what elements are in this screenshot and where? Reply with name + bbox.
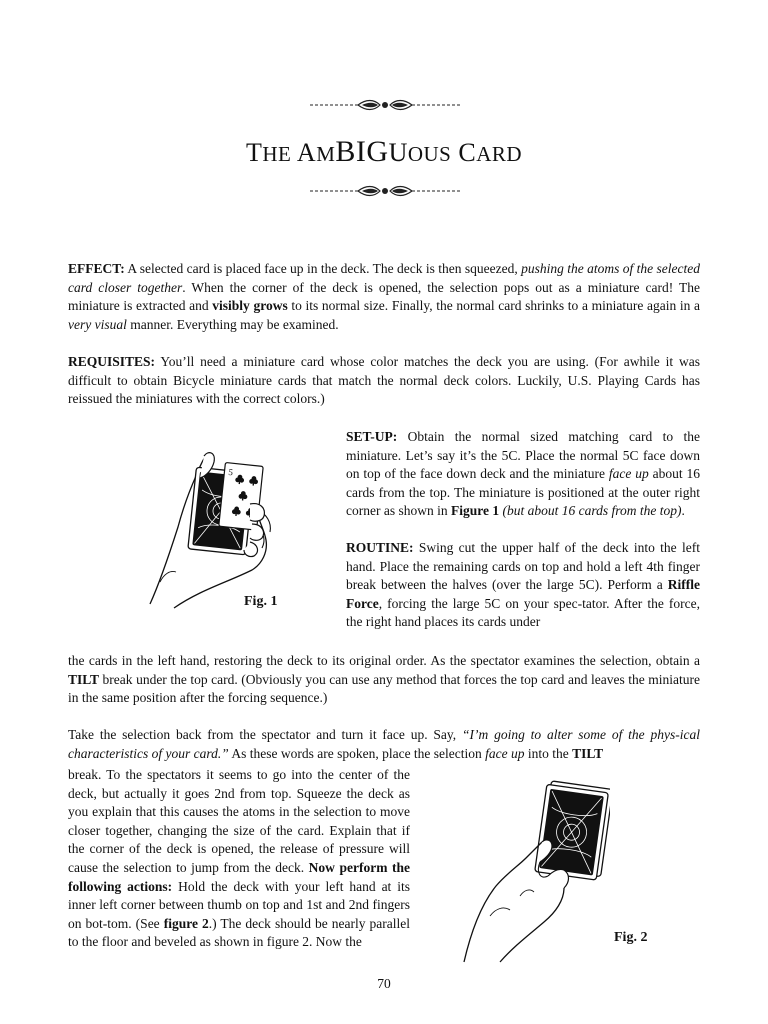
figure-2-label: Fig. 2 <box>614 930 648 945</box>
routine-label: ROUTINE: <box>346 539 414 555</box>
setup-paragraph: SET-UP: Obtain the normal sized matching card to the miniature. Let’s say it’s the 5C. Place the normal 5C face down on top of the face down deck and the miniature face up about 16 cards from the top. The miniature is positioned at the outer right corner as shown in Figure 1 (but about 16 cards from the top). <box>346 429 700 519</box>
figure-1-label: Fig. 1 <box>244 594 278 609</box>
card-rank: 5 <box>227 466 234 478</box>
routine-paragraph-continued: the cards in the left hand, restoring the deck to its original order. As the spectator examines the selection, obtain a TILT break under the top card. (Obviously you can use any method that forces the top card and leaves the miniature in the same position after the forcing sequence.) <box>68 653 700 706</box>
page-title: THE AMBIGUOUS CARD <box>245 135 523 168</box>
setup-label: SET-UP: <box>346 429 398 444</box>
take-selection-paragraph: Take the selection back from the spectator and turn it face up. Say, “I’m going to alter some of the phys-ical characteristics of your card.” As these words are spoken, place the selection face up into the TILT <box>68 727 700 761</box>
requisites-paragraph: REQUISITES: You’ll need a miniature card whose color matches the deck you are using. (For awhile it was difficult to obtain Bicycle miniature cards that match the normal deck colors. Luckily, U.S. Playing Cards has reissued the miniatures with the correct colors.) <box>68 354 700 407</box>
requisites-label: REQUISITES: <box>68 354 156 369</box>
effect-paragraph: EFFECT: A selected card is placed face up in the deck. The deck is then squeezed, pushing the atoms of the selected card closer together. When the corner of the deck is opened, the selection pops out as a miniature card! The miniature is extracted and visibly grows to its normal size. Finally, the normal card shrinks to a miniature again in a very visual manner. Everything may be examined. <box>68 261 700 332</box>
figure-2-illustration <box>460 776 610 966</box>
break-instructions-column: break. To the spectators it seems to go into the center of the deck, but actually it goes 2nd from top. Squeeze the deck as you explain that this causes the atoms in the selection to move closer together, changing the size of the card. Explain that if the corner of the deck is opened, the release of pressure will cause the selection to jump from the deck. Now perform the following actions: Hold the deck with your left hand at its inner left corner between thumb on top and 1st and 2nd fingers on bot-tom. (See figure 2.) The deck should be nearly parallel to the floor and beveled as shown in figure 2. Now the <box>68 767 410 950</box>
page-number: 70 <box>377 976 391 991</box>
routine-paragraph: ROUTINE: Swing cut the upper half of the deck into the left hand. Place the remaining cards on top and hold a left 4th finger break between the halves (over the large 5C). Perform a Riffle Force, forcing the large 5C on your spec-tator. After the force, the right hand places its cards under <box>346 539 700 630</box>
effect-label: EFFECT: <box>68 261 125 276</box>
setup-routine-column <box>346 428 700 632</box>
ornament-divider-top <box>310 98 460 112</box>
ornament-divider-bottom <box>310 184 460 198</box>
figure-1-illustration <box>140 432 280 612</box>
